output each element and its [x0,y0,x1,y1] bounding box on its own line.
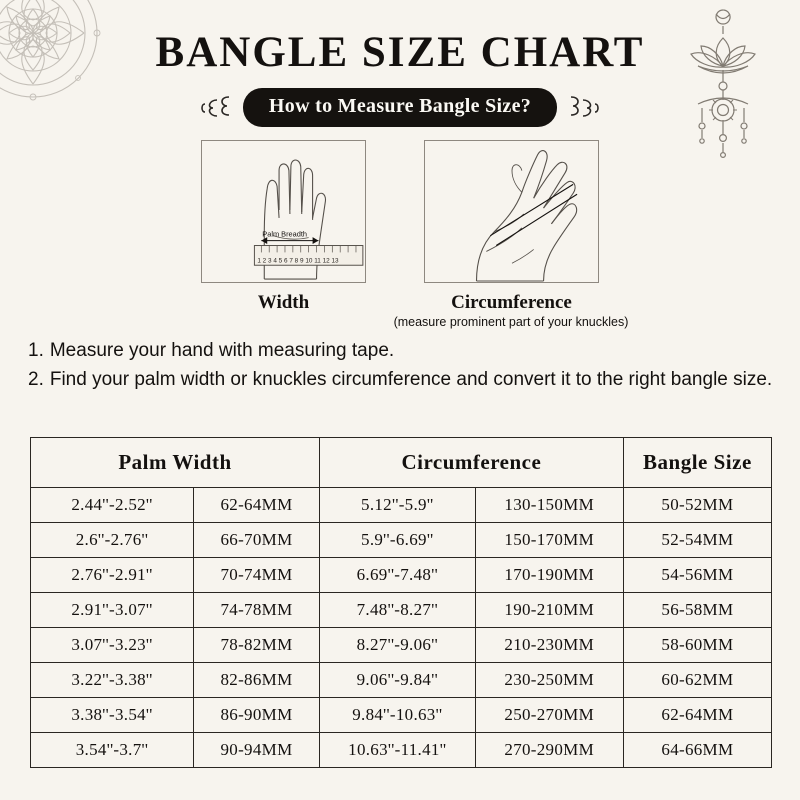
cell-bangle-size: 54-56MM [623,558,771,593]
illustration-width-caption: Width [257,292,310,313]
illustration-circumference-subcaption: (measure prominent part of your knuckles) [393,315,629,329]
cell-circumference-inches: 7.48''-8.27'' [319,593,475,628]
illustration-circumference [393,140,629,329]
cell-bangle-size: 58-60MM [623,628,771,663]
table-row [31,488,772,523]
cell-circumference-mm: 210-230MM [475,628,623,663]
table-header-row [31,438,772,488]
cell-palm-width-inches: 3.54''-3.7'' [31,733,194,768]
cell-circumference-mm: 270-290MM [475,733,623,768]
banner-pill-label: How to Measure Bangle Size? [243,88,557,127]
cell-circumference-inches: 10.63''-11.41'' [319,733,475,768]
cell-palm-width-mm: 70-74MM [194,558,320,593]
cell-circumference-inches: 5.12''-5.9'' [319,488,475,523]
hand-palm-width-illustration [201,140,366,283]
cell-circumference-inches: 9.06''-9.84'' [319,663,475,698]
cell-palm-width-mm: 74-78MM [194,593,320,628]
table-header-palm-width: Palm Width [31,438,320,488]
swirl-ornament-icon [199,93,233,123]
step-text: Measure your hand with measuring tape. [49,340,395,361]
table-header-bangle-size: Bangle Size [623,438,771,488]
cell-palm-width-mm: 66-70MM [194,523,320,558]
table-body [31,488,772,768]
cell-palm-width-mm: 62-64MM [194,488,320,523]
cell-palm-width-inches: 2.91''-3.07'' [31,593,194,628]
cell-circumference-mm: 150-170MM [475,523,623,558]
illustration-width [201,140,366,329]
table-row [31,698,772,733]
instruction-step [28,338,773,365]
cell-bangle-size: 60-62MM [623,663,771,698]
cell-palm-width-inches: 2.6''-2.76'' [31,523,194,558]
cell-circumference-inches: 8.27''-9.06'' [319,628,475,663]
cell-bangle-size: 52-54MM [623,523,771,558]
cell-palm-width-mm: 78-82MM [194,628,320,663]
swirl-ornament-icon [567,93,601,123]
cell-bangle-size: 50-52MM [623,488,771,523]
page-title: BANGLE SIZE CHART [155,29,645,76]
cell-bangle-size: 64-66MM [623,733,771,768]
cell-palm-width-inches: 3.22''-3.38'' [31,663,194,698]
bangle-size-table [30,437,772,768]
cell-circumference-mm: 230-250MM [475,663,623,698]
step-text: Find your palm width or knuckles circumference and convert it to the right bangle size. [49,368,773,390]
table-row [31,523,772,558]
cell-bangle-size: 62-64MM [623,698,771,733]
cell-palm-width-inches: 3.38''-3.54'' [31,698,194,733]
palm-breadth-label: Palm Breadth [262,229,307,239]
table-row [31,593,772,628]
table-row [31,628,772,663]
step-number: 1. [28,340,44,361]
size-table-wrapper [30,437,772,768]
instruction-step [28,367,773,394]
cell-palm-width-inches: 2.44''-2.52'' [31,488,194,523]
cell-palm-width-inches: 3.07''-3.23'' [31,628,194,663]
cell-palm-width-mm: 90-94MM [194,733,320,768]
cell-palm-width-inches: 2.76''-2.91'' [31,558,194,593]
illustration-row [0,140,800,329]
cell-circumference-mm: 250-270MM [475,698,623,733]
cell-palm-width-mm: 86-90MM [194,698,320,733]
cell-bangle-size: 56-58MM [623,593,771,628]
hand-knuckle-circumference-illustration [424,140,599,283]
table-row [31,663,772,698]
how-to-measure-banner [0,88,800,127]
cell-circumference-inches: 6.69''-7.48'' [319,558,475,593]
ruler-tick-labels: 1 2 3 4 5 6 7 8 9 10 11 12 13 [257,257,339,265]
illustration-circumference-caption: Circumference [451,292,572,313]
cell-circumference-mm: 170-190MM [475,558,623,593]
cell-circumference-inches: 9.84''-10.63'' [319,698,475,733]
cell-circumference-mm: 130-150MM [475,488,623,523]
table-header-circumference: Circumference [319,438,623,488]
cell-circumference-inches: 5.9''-6.69'' [319,523,475,558]
table-row [31,733,772,768]
step-number: 2. [28,368,44,390]
table-row [31,558,772,593]
cell-circumference-mm: 190-210MM [475,593,623,628]
instruction-steps [28,338,773,396]
cell-palm-width-mm: 82-86MM [194,663,320,698]
